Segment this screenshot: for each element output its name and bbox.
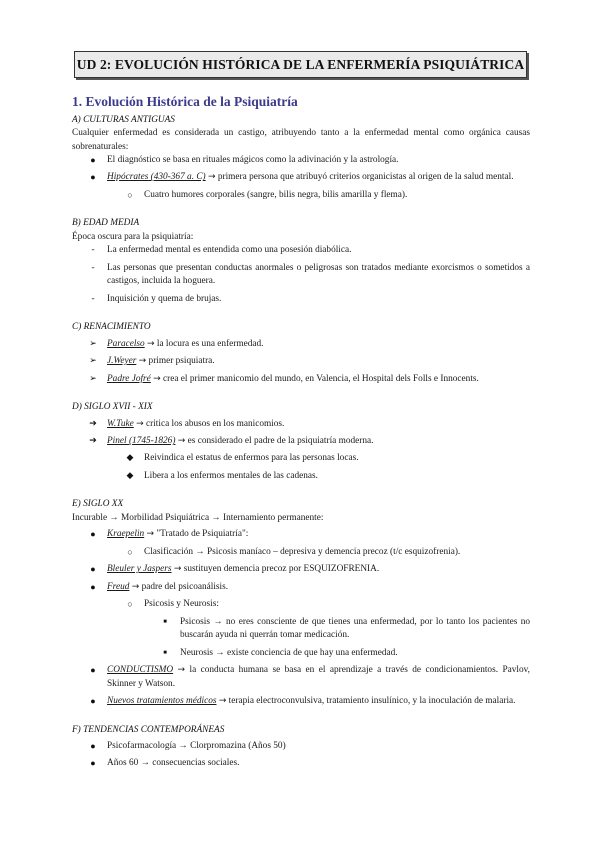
subheading-c: C) RENACIMIENTO [72, 322, 151, 333]
list-item: ○ Psicosis y Neurosis: [72, 598, 530, 611]
list-item: ➢ Paracelso → la locura es una enfermedad. [72, 338, 530, 351]
list-item: ➔ Pinel (1745-1826) → es considerado el padre de la psiquiatría moderna. [72, 435, 530, 448]
list-d [72, 418, 530, 484]
arrow-icon: → [177, 436, 186, 446]
bullet-icon: ● [90, 154, 96, 165]
list-item: ➢ J.Weyer → primer psiquiatra. [72, 355, 530, 368]
list-f [72, 740, 530, 771]
bullet-icon: ● [90, 758, 96, 769]
square-bullet-icon: ■ [163, 618, 167, 625]
dash-icon: - [91, 262, 95, 273]
arrow-icon: → [153, 373, 161, 384]
subheading-a: A) CULTURAS ANTIGUAS [72, 114, 175, 125]
section-heading: 1. Evolución Histórica de la Psiquiatría [72, 94, 298, 109]
bullet-icon: ● [90, 696, 96, 707]
arrow-icon: → [173, 564, 182, 575]
list-item: ● Bleuler y Jaspers → sustituyen demencia precoz por ESQUIZOFRENIA. [72, 563, 530, 576]
square-bullet-icon: ■ [163, 649, 167, 656]
triangle-arrow-icon: ➢ [89, 338, 97, 349]
arrow-icon: → [147, 338, 155, 349]
list-item: ● CONDUCTISMO → la conducta humana se basa en el aprendizaje a través de condicionamientos. Pavlov, Skinner y Watson. [72, 664, 530, 691]
subheading-b: B) EDAD MEDIA [72, 218, 140, 229]
bullet-icon: ● [90, 564, 96, 575]
list-item: ➔ W.Tuke → critica los abusos en los manicomios. [72, 418, 530, 431]
arrow-icon: → [138, 356, 147, 367]
circle-bullet-icon: ○ [127, 189, 133, 200]
bullet-icon: ● [90, 529, 96, 540]
list-item: ■ Psicosis → no eres consciente de que tienes una enfermedad, por lo tanto los pacientes no buscarán ayuda ni querrán tomar medicación. [72, 616, 530, 643]
circle-bullet-icon: ○ [127, 546, 133, 557]
list-b [72, 244, 530, 306]
list-item: ■ Neurosis → existe conciencia de que hay una enfermedad. [72, 647, 530, 660]
list-item: ● Hipócrates (430-367 a. C) → primera persona que atribuyó criterios organicistas al origen de la salud mental. [72, 171, 530, 184]
arrow-icon: → [146, 529, 155, 540]
arrow-icon: → [131, 581, 140, 592]
arrow-icon: → [218, 696, 227, 707]
document-title: UD 2: EVOLUCIÓN HISTÓRICA DE LA ENFERMERÍA PSIQUIÁTRICA [74, 51, 527, 78]
paragraph-a-intro: Cualquier enfermedad es considerada un castigo, atribuyendo tanto a la enfermedad mental como orgánica causas sobrenaturales: [72, 128, 530, 152]
list-item: - Inquisición y quema de brujas. [72, 293, 530, 306]
circle-bullet-icon: ○ [127, 599, 133, 610]
list-item: ● Psicofarmacología → Clorpromazina (Años 50) [72, 740, 530, 753]
list-a [72, 154, 530, 202]
list-item: ● Kraepelin → "Tratado de Psiquiatría": [72, 528, 530, 541]
list-c [72, 338, 530, 386]
bullet-icon: ● [90, 665, 96, 676]
triangle-arrow-icon: ➢ [89, 356, 97, 367]
list-item: ● Años 60 → consecuencias sociales. [72, 757, 530, 770]
diamond-icon: ◆ [126, 453, 134, 464]
arrow-icon: → [177, 665, 186, 676]
arrow-icon: → [207, 172, 216, 183]
subheading-d: D) SIGLO XVII - XIX [72, 402, 153, 413]
paragraph-b-intro: Época oscura para la psiquiatría: [72, 231, 194, 242]
subheading-f: F) TENDENCIAS CONTEMPORÁNEAS [72, 724, 225, 735]
diamond-icon: ◆ [126, 470, 134, 481]
list-item: ● Freud → padre del psicoanálisis. [72, 581, 530, 594]
triangle-arrow-icon: ➢ [89, 373, 97, 384]
document-content [72, 92, 530, 775]
list-item: ● Nuevos tratamientos médicos → terapia electroconvulsiva, tratamiento insulínico, y la inoculación de malaria. [72, 695, 530, 708]
dash-icon: - [91, 293, 95, 304]
right-arrow-icon: ➔ [89, 436, 97, 446]
list-item: - Las personas que presentan conductas anormales o peligrosas son tratados mediante exorcismos o sometidos a castigos, incluida la hoguera. [72, 262, 530, 289]
paragraph-e-intro: Incurable → Morbilidad Psiquiátrica → Internamiento permanente: [72, 512, 324, 523]
list-item: ○ Cuatro humores corporales (sangre, bilis negra, bilis amarilla y flema). [72, 189, 530, 202]
subheading-e: E) SIGLO XX [72, 499, 124, 510]
list-item: ➢ Padre Jofré → crea el primer manicomio del mundo, en Valencia, el Hospital dels Folls e Innocents. [72, 373, 530, 386]
bullet-icon: ● [90, 172, 96, 183]
arrow-icon: → [136, 418, 144, 429]
list-item: ○ Clasificación → Psicosis maníaco – depresiva y demencia precoz (t/c esquizofrenia). [72, 546, 530, 559]
list-e [72, 528, 530, 708]
bullet-icon: ● [90, 740, 96, 751]
list-item: ◆ Reivindica el estatus de enfermos para las personas locas. [72, 452, 530, 465]
right-arrow-icon: ➔ [89, 418, 97, 429]
bullet-icon: ● [90, 581, 96, 592]
list-item: ● El diagnóstico se basa en rituales mágicos como la adivinación y la astrología. [72, 154, 530, 167]
list-item: - La enfermedad mental es entendida como una posesión diabólica. [72, 244, 530, 257]
list-item: ◆ Libera a los enfermos mentales de las cadenas. [72, 470, 530, 483]
dash-icon: - [91, 245, 95, 256]
